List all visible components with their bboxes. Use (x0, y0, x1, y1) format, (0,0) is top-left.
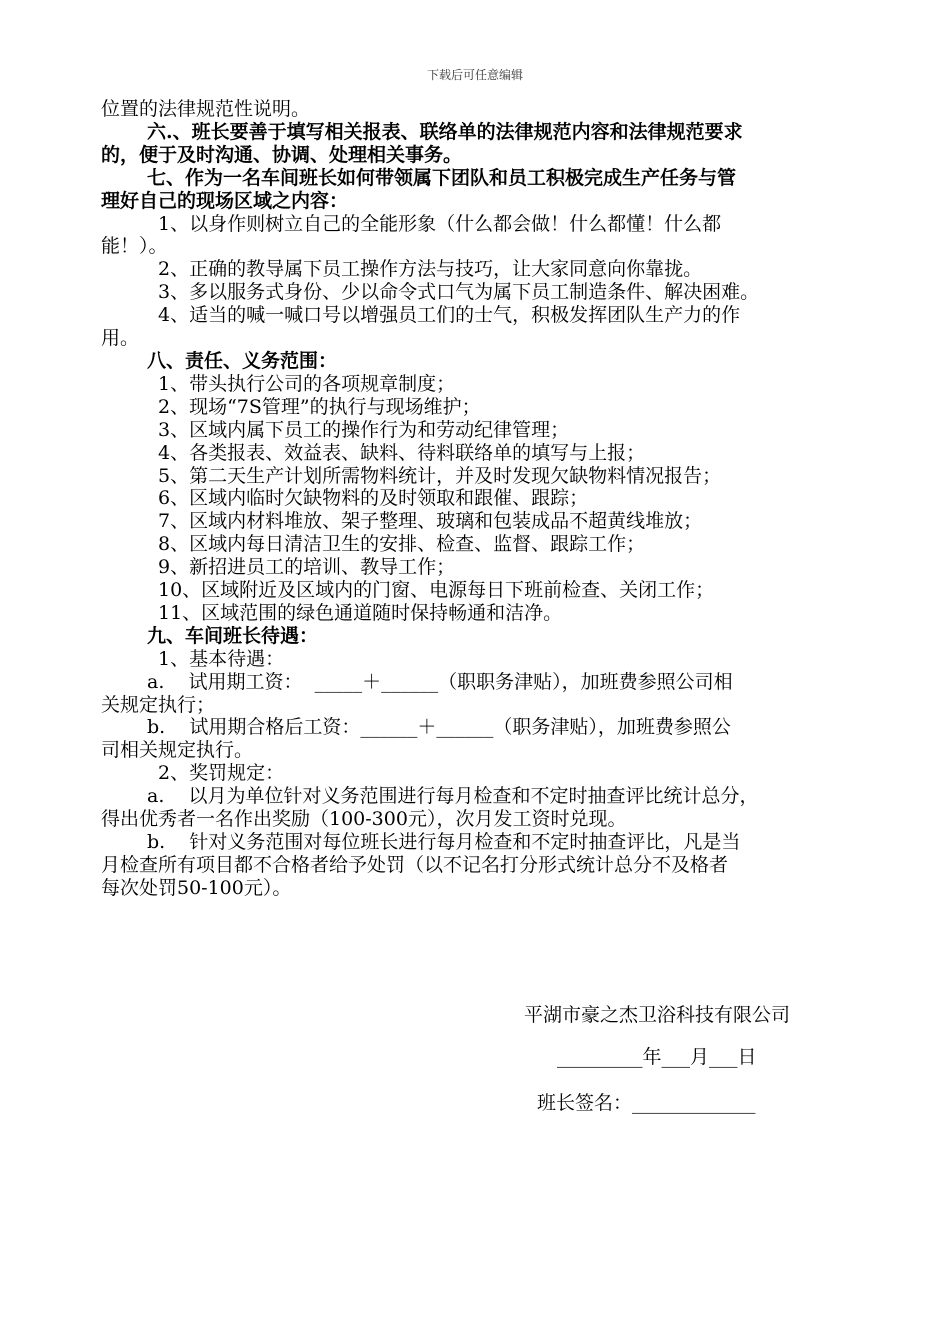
text-line: 九、车间班长待遇： (147, 624, 319, 647)
page-header: 下载后可任意编辑 (426, 68, 523, 82)
text-line: 关规定执行； (101, 693, 216, 716)
text-line: 司相关规定执行。 (101, 739, 254, 762)
text-line: 6、区域内临时欠缺物料的及时领取和跟催、跟踪； (158, 487, 589, 510)
company-name: 平湖市豪之杰卫浴科技有限公司 (524, 1004, 791, 1026)
text-line: a. 以月为单位针对义务范围进行每月检查和不定时抽查评比统计总分， (147, 785, 759, 808)
text-line: 2、奖罚规定： (158, 762, 285, 785)
text-line: 3、区域内属下员工的操作行为和劳动纪律管理； (158, 418, 570, 441)
text-line: 用。 (101, 327, 140, 350)
date-line: _________年___月___日 (557, 1046, 757, 1068)
text-line: b. 针对义务范围对每位班长进行每月检查和不定时抽查评比，凡是当 (147, 831, 741, 853)
text-line: 七、作为一名车间班长如何带领属下团队和员工积极完成生产任务与管 (147, 166, 737, 189)
text-line: 4、适当的喊一喊口号以增强员工们的士气，积极发挥团队生产力的作 (158, 304, 741, 327)
text-line: 能！）。 (101, 235, 168, 258)
text-line: 5、第二天生产计划所需物料统计，并及时发现欠缺物料情况报告； (158, 464, 722, 487)
text-line: 2、正确的教导属下员工操作方法与技巧，让大家同意向你靠拢。 (158, 258, 703, 281)
text-line: 1、基本待遇： (158, 647, 285, 670)
text-line: 7、区域内材料堆放、架子整理、玻璃和包装成品不超黄线堆放； (158, 510, 703, 533)
text-line: 4、各类报表、效益表、缺料、待料联络单的填写与上报； (158, 441, 646, 464)
text-line: 9、新招进员工的培训、教导工作； (158, 556, 456, 579)
text-line: 每次处罚50-100元）。 (101, 876, 292, 899)
text-line: a. 试用期工资： _____＋______（职职务津贴），加班费参照公司相 (147, 670, 733, 693)
text-line: 1、以身作则树立自己的全能形象（什么都会做！什么都懂！什么都 (158, 212, 722, 235)
text-line: 理好自己的现场区域之内容： (101, 189, 349, 212)
text-line: 2、现场“7S管理”的执行与现场维护； (158, 395, 481, 418)
leader-signature: 班长签名：_____________ (537, 1092, 756, 1114)
text-line: 3、多以服务式身份、少以命令式口气为属下员工制造条件、解决困难。 (158, 281, 760, 304)
document-body (101, 98, 861, 900)
text-line: 8、区域内每日清洁卫生的安排、检查、监督、跟踪工作； (158, 533, 646, 556)
text-line: 得出优秀者一名作出奖励（100-300元），次月发工资时兑现。 (101, 808, 627, 831)
text-line: 1、带头执行公司的各项规章制度； (158, 372, 456, 395)
text-line: 六.、班长要善于填写相关报表、联络单的法律规范内容和法律规范要求 (147, 120, 743, 143)
text-line: 月检查所有项目都不合格者给予处罚（以不记名打分形式统计总分不及格者 (101, 853, 729, 876)
text-line: 11、区域范围的绿色通道随时保持畅通和洁净。 (158, 601, 563, 624)
text-line: 位置的法律规范性说明。 (101, 98, 311, 120)
text-line: 八、责任、义务范围： (147, 349, 338, 372)
text-line: 的，便于及时沟通、协调、处理相关事务。 (101, 143, 463, 166)
text-line: b. 试用期合格后工资：______＋______（职务津贴），加班费参照公 (147, 716, 731, 739)
text-line: 10、区域附近及区域内的门窗、电源每日下班前检查、关闭工作； (158, 579, 715, 602)
